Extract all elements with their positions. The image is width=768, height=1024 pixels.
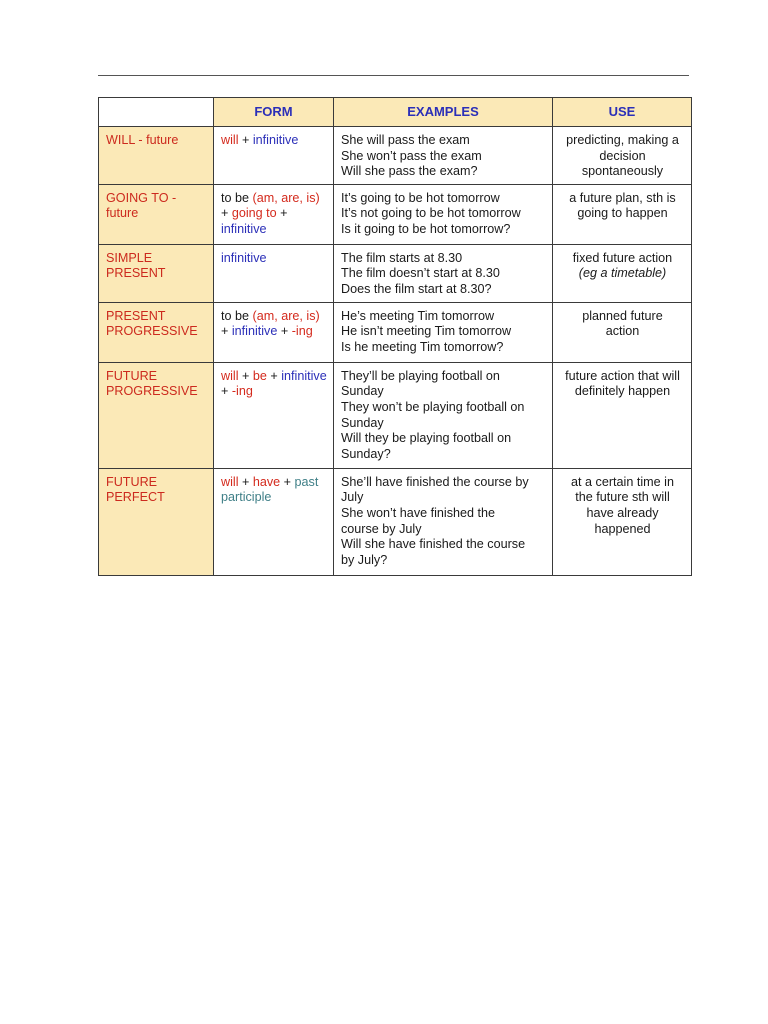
examples-cell [334,302,553,362]
form-part: + [221,384,232,399]
example-line: He isn’t meeting Tim tomorrow [341,324,512,339]
form-part: + [277,324,292,339]
tense-name-cell: FUTURE PERFECT [99,468,214,575]
table-row [99,244,692,302]
header-examples: EXAMPLES [334,98,553,127]
use-cell [553,468,692,575]
example-line: Will she have finished the course [341,537,526,552]
form-part: infinitive [231,324,278,339]
use-line: a future plan, sth is [569,190,676,205]
form-cell [214,244,334,302]
form-part: + [266,368,282,383]
example-line: Will she pass the exam? [341,164,478,179]
use-line: spontaneously [581,164,664,179]
form-part: to be [221,190,253,205]
form-part: infinitive [221,250,267,265]
header-use: USE [553,98,692,127]
example-line: She won’t pass the exam [341,148,482,163]
header-corner [99,98,214,127]
form-part: have [252,474,281,489]
use-line: definitely happen [574,384,671,399]
example-line: course by July [341,521,422,536]
form-cell [214,127,334,185]
use-line: (eg a timetable) [578,266,667,281]
table-row [99,127,692,185]
example-line: by July? [341,552,388,567]
example-line: Sunday [341,384,384,399]
example-line: Is he meeting Tim tomorrow? [341,339,504,354]
examples-cell [334,127,553,185]
example-line: It’s going to be hot tomorrow [341,190,500,205]
examples-cell [334,184,553,244]
example-line: Sunday [341,415,384,430]
examples-cell [334,468,553,575]
use-cell [553,184,692,244]
use-line: have already [586,505,659,520]
form-part: going to [231,206,277,221]
form-part: + [221,206,232,221]
example-line: It’s not going to be hot tomorrow [341,206,521,221]
example-line: Does the film start at 8.30? [341,281,492,296]
form-part: + [221,324,232,339]
table-row [99,184,692,244]
form-part: + [276,206,288,221]
table-row [99,468,692,575]
example-line: They’ll be playing football on [341,368,500,383]
form-part: infinitive [221,221,267,236]
use-cell [553,127,692,185]
form-part: -ing [291,324,313,339]
example-line: They won’t be playing football on [341,399,525,414]
tense-name-cell: PRESENT PROGRESSIVE [99,302,214,362]
example-line: She will pass the exam [341,133,470,147]
use-cell [553,362,692,468]
example-line: He’s meeting Tim tomorrow [341,308,495,323]
form-part: + [280,474,295,489]
example-line: The film doesn’t start at 8.30 [341,266,500,281]
form-part: -ing [231,384,253,399]
form-cell [214,362,334,468]
form-cell [214,184,334,244]
examples-cell [334,362,553,468]
use-line: future action that will [565,368,680,383]
table-row [99,362,692,468]
tense-name-cell: WILL - future [99,127,214,185]
form-part: will [221,133,239,147]
form-part: (am, are, is) [252,308,320,323]
example-line: The film starts at 8.30 [341,250,463,265]
top-rule [98,75,689,76]
tense-name-cell: SIMPLE PRESENT [99,244,214,302]
form-part: + [238,133,253,147]
example-line: Is it going to be hot tomorrow? [341,221,511,236]
form-part: will [221,474,239,489]
table-row [99,302,692,362]
use-line: happened [594,521,651,536]
header-form: FORM [214,98,334,127]
header-row [99,98,692,127]
tense-name-cell: FUTURE PROGRESSIVE [99,362,214,468]
use-line: decision [599,148,646,163]
use-line: action [605,324,640,339]
use-line: at a certain time in [571,474,674,489]
example-line: Sunday? [341,446,391,461]
use-line: the future sth will [575,490,670,505]
form-cell [214,468,334,575]
example-line: She won’t have finished the [341,505,496,520]
use-line: going to happen [577,206,668,221]
form-part: to be [221,308,253,323]
use-line: predicting, making a [566,133,679,147]
use-line: fixed future action [572,250,673,265]
form-part: will [221,368,239,383]
examples-cell [334,244,553,302]
use-cell [553,302,692,362]
form-part: + [238,474,253,489]
tense-name-cell: GOING TO - future [99,184,214,244]
future-tenses-table [98,97,692,576]
use-cell [553,244,692,302]
use-line: planned future [582,308,663,323]
form-part: past participle [221,474,319,505]
form-part: (am, are, is) [252,190,320,205]
form-part: infinitive [281,368,327,383]
example-line: July [341,490,364,505]
example-line: Will they be playing football on [341,431,512,446]
form-part: be [252,368,267,383]
form-part: infinitive [252,133,299,147]
form-part: + [238,368,253,383]
example-line: She’ll have finished the course by [341,474,529,489]
form-cell [214,302,334,362]
